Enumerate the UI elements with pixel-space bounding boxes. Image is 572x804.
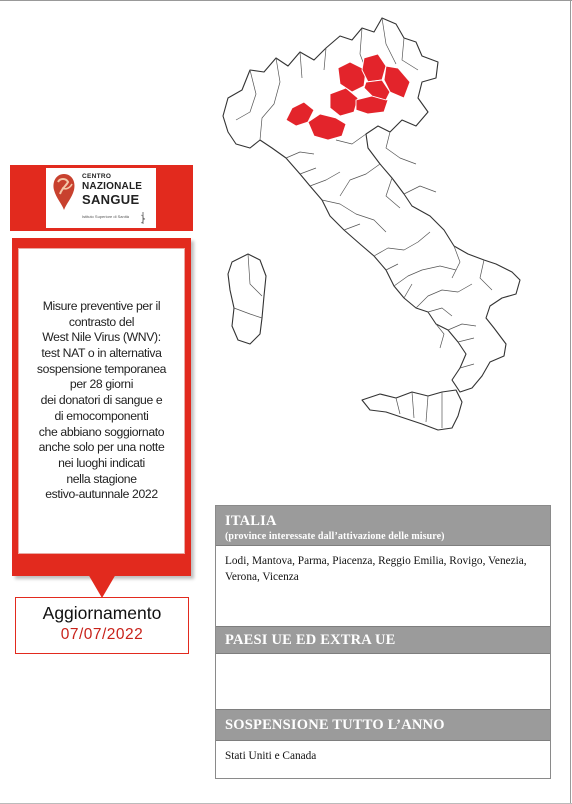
caduceus-icon: [139, 212, 147, 224]
section-header-paesi: [216, 626, 550, 654]
measures-table: [215, 505, 551, 779]
section-title-paesi: PAESI UE ED EXTRA UE: [225, 632, 396, 648]
logo-line-3: SANGUE: [82, 191, 140, 207]
logo-line-2: NAZIONALE: [82, 180, 143, 192]
heart-emblem-icon: [50, 170, 78, 214]
section-header-sospensione: [216, 709, 550, 741]
logo-institution: Istituto Superiore di Sanità: [82, 214, 129, 219]
update-date: 07/07/2022: [60, 626, 144, 643]
section-header-italia: [216, 506, 550, 546]
logo-line-1: CENTRO: [82, 173, 112, 180]
section-subtitle-italia: (province interessate dall’attivazione delle misure): [225, 531, 445, 542]
notice-text: Misure preventive per il contrasto del West Nile Virus (WNV): test NAT o in alternativa sospensione temporanea per 28 giorni dei donatori di sangue e di emocomponenti che abbiano soggiornato anche solo per una notte nei luoghi indicati nella stagione estivo-autunnale 2022: [36, 298, 167, 502]
notice-callout: [12, 238, 191, 576]
callout-pointer: [88, 574, 116, 598]
sardinia: [228, 254, 266, 344]
update-box: [15, 597, 189, 654]
update-label: Aggiornamento: [42, 603, 162, 623]
italia-provinces-list: Lodi, Mantova, Parma, Piacenza, Reggio Emilia, Rovigo, Venezia, Verona, Vicenza: [225, 555, 527, 583]
logo-band: [10, 165, 193, 231]
centro-nazionale-sangue-logo: [46, 168, 156, 228]
sospensione-content: Stati Uniti e Canada: [225, 750, 317, 762]
section-title-italia: ITALIA: [225, 513, 277, 529]
italy-provinces-map: [190, 8, 570, 438]
section-title-sospensione: SOSPENSIONE TUTTO L’ANNO: [225, 717, 445, 733]
